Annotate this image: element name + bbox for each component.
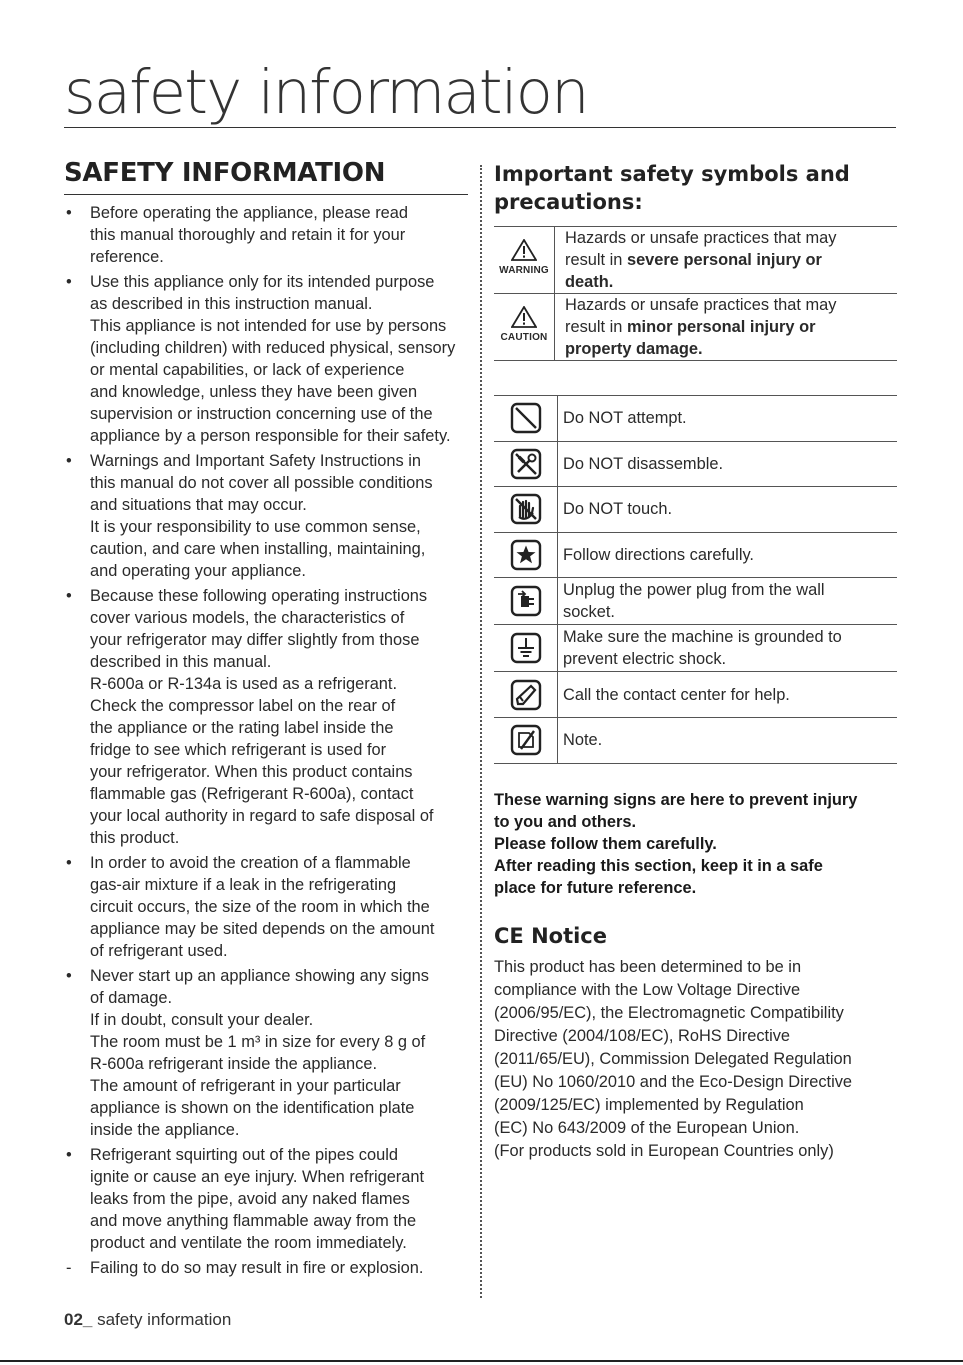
bullet-line: or mental capabilities, or lack of experience <box>90 361 405 379</box>
symbols-section <box>494 395 897 764</box>
note-icon <box>510 724 542 756</box>
bullet-line: (including children) with reduced physical, sensory <box>90 339 456 357</box>
ce-line: Directive (2004/108/EC), RoHS Directive <box>494 1027 791 1045</box>
symbol-text: Do NOT attempt. <box>558 396 898 442</box>
symbol-text-line: prevent electric shock. <box>563 650 727 669</box>
bullet-line: reference. <box>90 248 164 266</box>
symbol-text: Do NOT touch. <box>558 487 898 533</box>
bullet-line: Refrigerant squirting out of the pipes could <box>90 1146 398 1164</box>
safety-bullet-list <box>64 202 468 1279</box>
warning-note-line: These warning signs are here to prevent injury <box>494 791 858 809</box>
bullet-item <box>64 271 468 447</box>
bullet-line: Before operating the appliance, please read <box>90 204 409 222</box>
bullet-line: appliance may be sited depends on the amount <box>90 920 435 938</box>
bullet-line: and move anything flammable away from the <box>90 1212 417 1230</box>
bullet-line: circuit occurs, the size of the room in which the <box>90 898 430 916</box>
bullet-line: your local authority in regard to safe disposal of <box>90 807 434 825</box>
ce-line: (2011/65/EU), Commission Delegated Regulation <box>494 1050 852 1068</box>
warning-note-line: Please follow them carefully. <box>494 835 717 853</box>
bullet-line: If in doubt, consult your dealer. <box>90 1011 314 1029</box>
bullet-marker: • <box>66 452 72 470</box>
warning-label: WARNING <box>499 264 549 276</box>
symbols-table <box>494 395 897 764</box>
page-number: 02_ <box>64 1310 93 1329</box>
bullet-line: gas-air mixture if a leak in the refrigerating <box>90 876 397 894</box>
bullet-line: The room must be 1 m³ in size for every 8 g of <box>90 1033 426 1051</box>
bullet-line: Failing to do so may result in fire or explosion. <box>90 1259 424 1277</box>
symbol-row <box>494 487 897 533</box>
signal-row-caution <box>494 294 897 361</box>
bullet-line: this manual do not cover all possible conditions <box>90 474 433 492</box>
caution-triangle-icon <box>511 306 537 328</box>
bullet-line: described in this manual. <box>90 653 272 671</box>
signal-text-bold: death. <box>565 273 614 291</box>
do-not-attempt-icon <box>510 402 542 434</box>
bullet-line: as described in this instruction manual. <box>90 295 373 313</box>
ground-icon <box>510 632 542 664</box>
signal-text-prefix: result in <box>565 251 627 269</box>
signal-icon-cell <box>494 294 555 361</box>
bullet-item <box>64 1144 468 1254</box>
bullet-line: Warnings and Important Safety Instructions in <box>90 452 422 470</box>
ce-line: (2009/125/EC) implemented by Regulation <box>494 1096 804 1114</box>
call-contact-center-icon <box>510 679 542 711</box>
bullet-line: this product. <box>90 829 180 847</box>
symbols-heading <box>494 160 897 216</box>
bullet-item <box>64 965 468 1141</box>
warning-note-line: place for future reference. <box>494 879 697 897</box>
page-title: safety information <box>64 57 588 128</box>
bullet-marker: • <box>66 204 72 222</box>
signal-text-line: Hazards or unsafe practices that may <box>565 296 837 314</box>
warning-note <box>494 789 904 899</box>
signal-description <box>555 294 898 361</box>
bullet-marker: • <box>66 967 72 985</box>
caution-label: CAUTION <box>500 331 548 343</box>
bullet-line: The amount of refrigerant in your particular <box>90 1077 401 1095</box>
ce-line: (2006/95/EC), the Electromagnetic Compatibility <box>494 1004 844 1022</box>
bullet-line: In order to avoid the creation of a flammable <box>90 854 411 872</box>
bullet-marker: • <box>66 273 72 291</box>
left-column <box>64 158 468 1282</box>
symbol-text: Do NOT disassemble. <box>558 441 898 487</box>
symbol-row <box>494 441 897 487</box>
bullet-line: It is your responsibility to use common sense, <box>90 518 421 536</box>
column-divider <box>480 165 482 1298</box>
bullet-line: supervision or instruction concerning use of the <box>90 405 433 423</box>
ce-line: (For products sold in European Countries only) <box>494 1142 834 1160</box>
bullet-line: This appliance is not intended for use by persons <box>90 317 447 335</box>
symbol-text: Follow directions carefully. <box>558 532 898 578</box>
bullet-line: the appliance or the rating label inside the <box>90 719 394 737</box>
symbol-text: Note. <box>558 717 898 763</box>
bullet-marker: - <box>66 1259 72 1277</box>
bullet-line: appliance is shown on the identification plate <box>90 1099 415 1117</box>
symbols-heading-line-1: Important safety symbols and <box>494 162 850 186</box>
bullet-line: and situations that may occur. <box>90 496 307 514</box>
signal-words-table <box>494 226 897 361</box>
bullet-item <box>64 450 468 582</box>
symbol-text-line: socket. <box>563 603 615 622</box>
symbol-row <box>494 396 897 442</box>
bullet-line: cover various models, the characteristics of <box>90 609 405 627</box>
bullet-line: caution, and care when installing, maintaining, <box>90 540 426 558</box>
warning-note-line: to you and others. <box>494 813 637 831</box>
bullet-line: Use this appliance only for its intended purpose <box>90 273 435 291</box>
signal-text-bold: minor personal injury or <box>626 318 816 336</box>
bullet-line: R-600a refrigerant inside the appliance. <box>90 1055 378 1073</box>
bullet-item <box>64 585 468 849</box>
follow-directions-star-icon <box>510 539 542 571</box>
page-footer <box>64 1310 231 1330</box>
bottom-rule <box>0 1360 963 1362</box>
symbol-row <box>494 532 897 578</box>
signal-text-bold: property damage. <box>565 340 703 358</box>
warning-note-line: After reading this section, keep it in a safe <box>494 857 823 875</box>
bullet-line: and knowledge, unless they have been given <box>90 383 418 401</box>
signal-text-line: Hazards or unsafe practices that may <box>565 229 837 247</box>
signal-text-prefix: result in <box>565 318 627 336</box>
ce-line: compliance with the Low Voltage Directive <box>494 981 801 999</box>
ce-notice-heading: CE Notice <box>494 924 607 948</box>
bullet-item <box>64 1257 468 1279</box>
bullet-line: Check the compressor label on the rear of <box>90 697 396 715</box>
bullet-line: Because these following operating instructions <box>90 587 428 605</box>
bullet-line: your refrigerator may differ slightly from those <box>90 631 420 649</box>
signal-description <box>555 227 898 294</box>
bullet-marker: • <box>66 587 72 605</box>
bullet-line: your refrigerator. When this product contains <box>90 763 413 781</box>
do-not-disassemble-icon <box>510 448 542 480</box>
bullet-marker: • <box>66 854 72 872</box>
symbol-text <box>558 625 898 672</box>
bullet-line: of damage. <box>90 989 173 1007</box>
bullet-item <box>64 202 468 268</box>
footer-section: safety information <box>92 1310 232 1329</box>
right-column <box>494 160 897 361</box>
bullet-line: fridge to see which refrigerant is used for <box>90 741 387 759</box>
symbol-text-line: Unplug the power plug from the wall <box>563 581 825 600</box>
warning-triangle-icon <box>511 239 537 261</box>
bullet-line: ignite or cause an eye injury. When refrigerant <box>90 1168 425 1186</box>
signal-row-warning <box>494 227 897 294</box>
bullet-line: flammable gas (Refrigerant R-600a), contact <box>90 785 414 803</box>
symbol-row <box>494 717 897 763</box>
section-heading: SAFETY INFORMATION <box>64 158 468 195</box>
symbol-text <box>558 578 898 625</box>
symbol-text-line: Make sure the machine is grounded to <box>563 628 842 647</box>
bullet-item <box>64 852 468 962</box>
do-not-touch-icon <box>510 493 542 525</box>
ce-notice-text <box>494 956 897 1163</box>
signal-icon-cell <box>494 227 555 294</box>
signal-text-bold: severe personal injury or <box>626 251 822 269</box>
bullet-line: leaks from the pipe, avoid any naked flames <box>90 1190 410 1208</box>
bullet-line: Never start up an appliance showing any signs <box>90 967 429 985</box>
symbol-text: Call the contact center for help. <box>558 672 898 718</box>
symbol-row <box>494 625 897 672</box>
bullet-line: R-600a or R-134a is used as a refrigerant. <box>90 675 398 693</box>
symbol-row <box>494 578 897 625</box>
bullet-marker: • <box>66 1146 72 1164</box>
bullet-line: inside the appliance. <box>90 1121 240 1139</box>
bullet-line: this manual thoroughly and retain it for your <box>90 226 406 244</box>
ce-line: This product has been determined to be in <box>494 958 802 976</box>
symbol-row <box>494 672 897 718</box>
bullet-line: product and ventilate the room immediately. <box>90 1234 407 1252</box>
bullet-line: and operating your appliance. <box>90 562 306 580</box>
ce-line: (EC) No 643/2009 of the European Union. <box>494 1119 800 1137</box>
bullet-line: of refrigerant used. <box>90 942 228 960</box>
unplug-icon <box>510 585 542 617</box>
symbols-heading-line-2: precautions: <box>494 190 643 214</box>
title-rule <box>64 127 896 128</box>
bullet-line: appliance by a person responsible for their safety. <box>90 427 451 445</box>
ce-line: (EU) No 1060/2010 and the Eco-Design Directive <box>494 1073 853 1091</box>
